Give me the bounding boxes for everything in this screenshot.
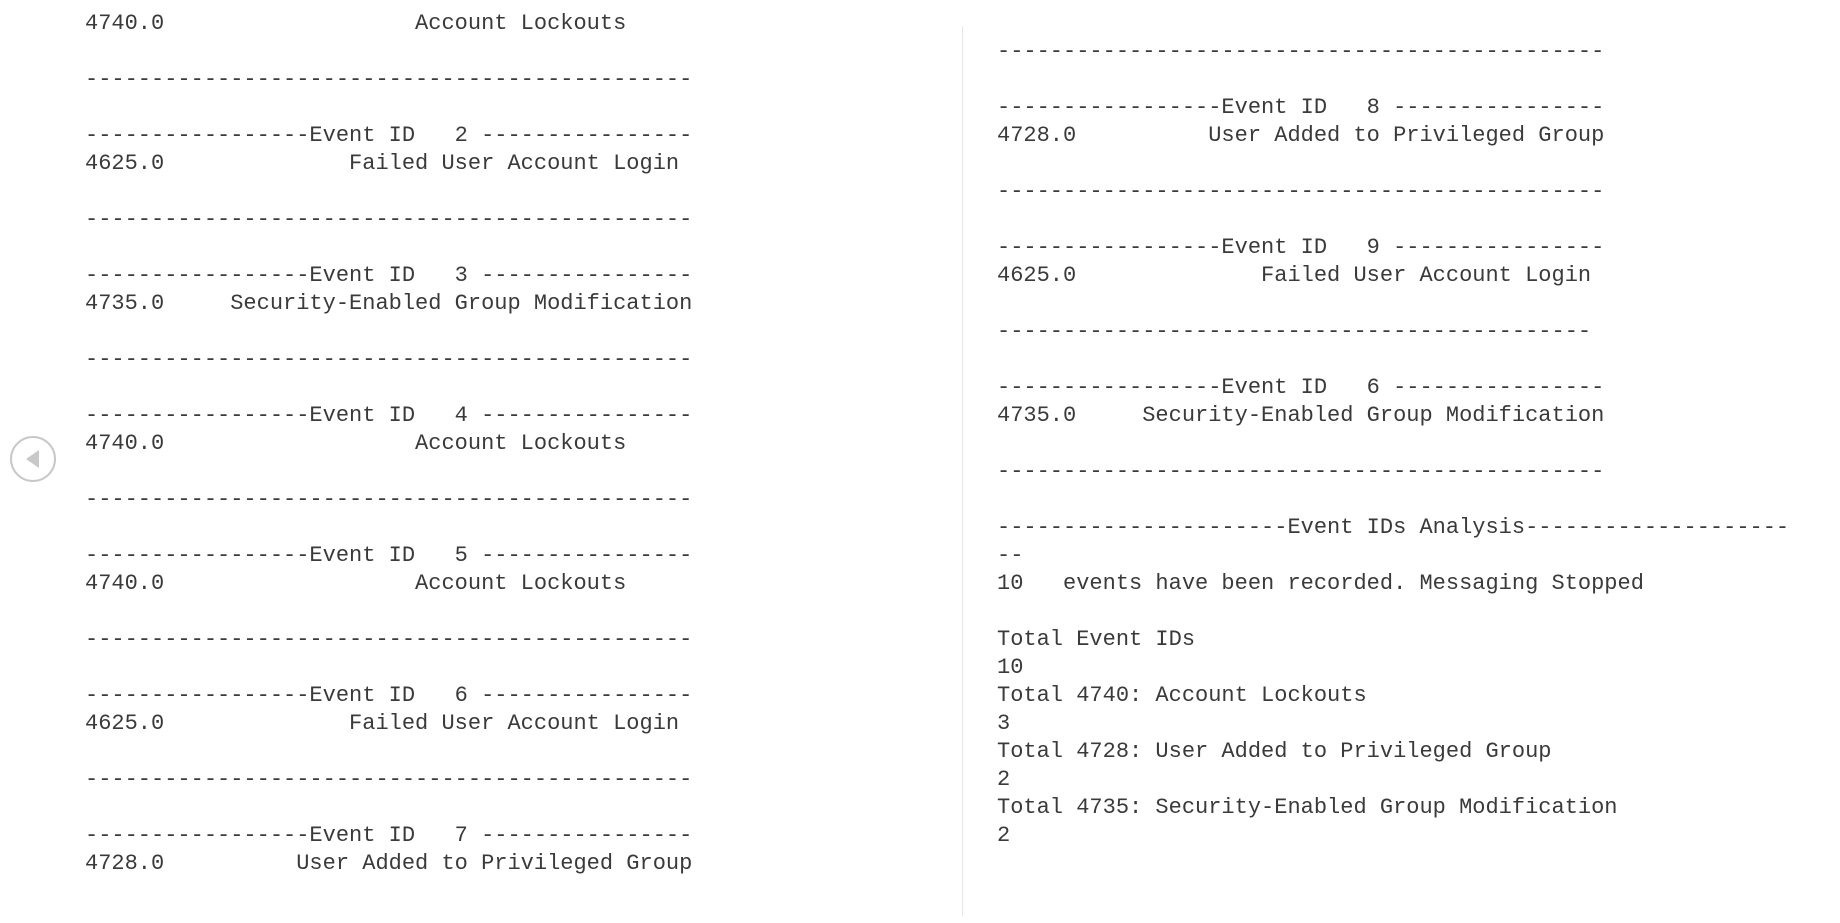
output-line: 4740.0 Account Lockouts (85, 431, 627, 456)
output-line: 4625.0 Failed User Account Login (85, 151, 680, 176)
output-line: -----------------Event ID 9 ---------------- (997, 235, 1605, 260)
output-line (997, 66, 1837, 94)
output-line: 10 events have been recorded. Messaging Stopped (997, 571, 1644, 596)
output-line (85, 234, 745, 262)
output-line: -----------------Event ID 7 ---------------- (85, 823, 693, 848)
output-line: -----------------Event ID 4 ---------------- (85, 403, 693, 428)
output-line: ---------------------------------------------- (85, 207, 693, 232)
output-line (85, 94, 745, 122)
output-line: Total 4728: User Added to Privileged Group (997, 739, 1552, 764)
output-line: 4625.0 Failed User Account Login (85, 711, 680, 736)
output-line: 2 (997, 767, 1011, 792)
output-line: ---------------------------------------------- (85, 487, 693, 512)
output-line: ---------------------------------------------- (997, 179, 1605, 204)
output-line (997, 290, 1837, 318)
output-line: ---------------------------------------------- (85, 627, 693, 652)
output-line (85, 738, 745, 766)
output-line: ---------------------------------------------- (85, 67, 693, 92)
output-line (997, 150, 1837, 178)
output-line (997, 346, 1837, 374)
output-line: 4728.0 User Added to Privileged Group (997, 123, 1605, 148)
output-line: -- (997, 543, 1024, 568)
output-line (997, 598, 1837, 626)
output-line (85, 374, 745, 402)
output-line: 3 (997, 711, 1011, 736)
output-line: ---------------------------------------------- (997, 459, 1605, 484)
output-line: -----------------Event ID 5 ---------------- (85, 543, 693, 568)
output-line: 4740.0 Account Lockouts (85, 571, 627, 596)
output-line (997, 430, 1837, 458)
output-line: 4625.0 Failed User Account Login (997, 263, 1592, 288)
output-line: --------------------------------------------- (997, 319, 1592, 344)
output-line: 10 (997, 655, 1024, 680)
output-line (85, 178, 745, 206)
output-line: 2 (997, 823, 1011, 848)
output-line: ---------------------------------------------- (85, 767, 693, 792)
output-line: Total 4735: Security-Enabled Group Modification (997, 795, 1618, 820)
output-line (85, 598, 745, 626)
output-line: 4728.0 User Added to Privileged Group (85, 851, 693, 876)
output-line (85, 794, 745, 822)
output-line: ---------------------------------------------- (997, 39, 1605, 64)
output-line: -----------------Event ID 2 ---------------- (85, 123, 693, 148)
output-line: Total 4740: Account Lockouts (997, 683, 1367, 708)
right-output-column (997, 38, 1837, 850)
previous-page-button[interactable] (10, 436, 56, 482)
output-line: Total Event IDs (997, 627, 1196, 652)
output-line (997, 486, 1837, 514)
output-line (85, 318, 745, 346)
output-line: -----------------Event ID 3 ---------------- (85, 263, 693, 288)
output-line: -----------------Event ID 6 ---------------- (997, 375, 1605, 400)
output-line: 4735.0 Security-Enabled Group Modification (997, 403, 1605, 428)
output-line: ---------------------------------------------- (85, 347, 693, 372)
output-line: 4735.0 Security-Enabled Group Modification (85, 291, 693, 316)
output-line: -----------------Event ID 8 ---------------- (997, 95, 1605, 120)
output-line: ----------------------Event IDs Analysis-------------------- (997, 515, 1790, 540)
output-line: -----------------Event ID 6 ---------------- (85, 683, 693, 708)
chevron-left-icon (23, 448, 43, 470)
output-line: 4740.0 Account Lockouts (85, 11, 627, 36)
column-divider (962, 26, 963, 916)
output-line (997, 206, 1837, 234)
output-line (85, 38, 745, 66)
output-line (85, 514, 745, 542)
output-line (85, 654, 745, 682)
output-line (85, 458, 745, 486)
left-output-column (85, 10, 745, 878)
